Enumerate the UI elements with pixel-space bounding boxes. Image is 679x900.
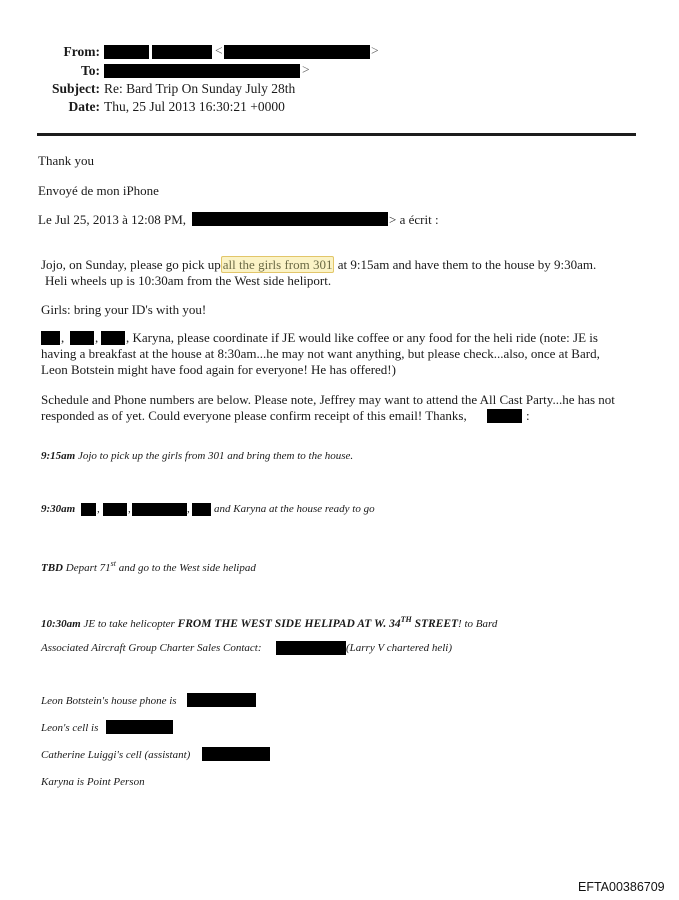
redacted-charter-contact (276, 641, 346, 655)
comma: , (187, 503, 190, 515)
schedule-item-1 (41, 450, 353, 462)
date-label: Date: (68, 99, 100, 114)
subject-value: Re: Bard Trip On Sunday July 28th (104, 81, 296, 96)
charter-contact: Associated Aircraft Group Charter Sales Contact: (41, 642, 262, 654)
redacted-from-last-name (152, 45, 212, 59)
redacted-catherine-cell (202, 747, 270, 761)
from-label: From: (63, 44, 100, 59)
schedule-time: TBD (41, 562, 63, 574)
redacted-name-3 (101, 331, 125, 345)
quoted-paragraph-4-line-2: responded as of yet. Could everyone please confirm receipt of this email! Thanks, (41, 408, 467, 423)
to-close-bracket: > (302, 62, 310, 77)
quoted-paragraph-3-line-3: Leon Botstein might have food again for everyone! He has offered!) (41, 362, 396, 377)
redacted-name-2 (70, 331, 94, 345)
schedule-time: 9:30am (41, 503, 76, 515)
redacted-name-c (132, 503, 187, 516)
redacted-leon-cell (106, 720, 173, 734)
redacted-name-a (81, 503, 96, 516)
header-to-row (0, 62, 100, 80)
schedule-text: and Karyna at the house ready to go (214, 503, 375, 515)
quoted-paragraph-3-line-1: , Karyna, please coordinate if JE would like coffee or any food for the heli ride (note: JE is (126, 330, 598, 345)
point-person: Karyna is Point Person (41, 776, 145, 788)
quote-intro-suffix: > a écrit : (389, 212, 439, 227)
document-id: EFTA00386709 (578, 880, 665, 894)
reply-signature: Envoyé de mon iPhone (38, 183, 159, 198)
to-label: To: (80, 63, 100, 78)
redacted-sender-signature (487, 409, 522, 423)
quoted-paragraph-3-line-2: having a breakfast at the house at 8:30am...he may not want anything, but please check...also, once at Bard, (41, 346, 600, 361)
schedule-time: 9:15am (41, 450, 76, 462)
comma: , (128, 503, 131, 515)
catherine-cell-label: Catherine Luiggi's cell (assistant) (41, 749, 191, 761)
redacted-from-email (224, 45, 370, 59)
schedule-time: 10:30am (41, 618, 81, 630)
header-subject-row (0, 80, 295, 98)
redacted-name-b (103, 503, 127, 516)
header-date-row (0, 98, 285, 116)
redacted-from-first-name (104, 45, 149, 59)
comma: , (95, 330, 99, 345)
schedule-text: Jojo to pick up the girls from 301 and bring them to the house. (77, 450, 354, 462)
helipad-emphasis: FROM THE WEST SIDE HELIPAD AT W. 34TH STREET (177, 615, 459, 630)
highlighted-text: all the girls from 301 (222, 257, 333, 272)
redacted-house-phone (187, 693, 256, 707)
quoted-paragraph-4-line-1: Schedule and Phone numbers are below. Please note, Jeffrey may want to attend the All Cast Party...he has not (41, 392, 615, 407)
redacted-to-recipients (104, 64, 300, 78)
comma: , (97, 503, 100, 515)
date-value: Thu, 25 Jul 2013 16:30:21 +0000 (104, 99, 285, 114)
schedule-item-3: TBD Depart 71st and go to the West side helipad (41, 559, 256, 574)
quoted-paragraph-1-line-1: Jojo, on Sunday, please go pick up all the girls from 301 at 9:15am and have them to the house by 9:30am. (41, 257, 597, 272)
from-open-bracket: < (215, 43, 223, 58)
trailing-colon: : (526, 408, 530, 423)
quoted-paragraph-1-line-2: Heli wheels up is 10:30am from the West side heliport. (45, 273, 332, 288)
quote-intro (38, 211, 186, 228)
reply-thanks: Thank you (38, 153, 94, 168)
house-phone-label: Leon Botstein's house phone is (41, 695, 177, 707)
quoted-paragraph-2: Girls: bring your ID's with you! (41, 302, 207, 317)
header-divider (37, 133, 636, 136)
header-from-row (0, 43, 100, 61)
redacted-name-d (192, 503, 211, 516)
leon-cell-label: Leon's cell is (41, 722, 99, 734)
subject-label: Subject: (52, 81, 100, 96)
schedule-item-2 (41, 503, 75, 515)
redacted-quoted-sender (192, 212, 388, 226)
comma: , (61, 330, 65, 345)
charter-note: (Larry V chartered heli) (346, 642, 453, 654)
quote-intro-prefix: Le Jul 25, 2013 à 12:08 PM, (38, 212, 187, 227)
schedule-item-4: 10:30am JE to take helicopter FROM THE WEST SIDE HELIPAD AT W. 34TH STREET! to Bard (41, 615, 498, 630)
redacted-name-1 (41, 331, 60, 345)
from-close-bracket: > (371, 43, 379, 58)
